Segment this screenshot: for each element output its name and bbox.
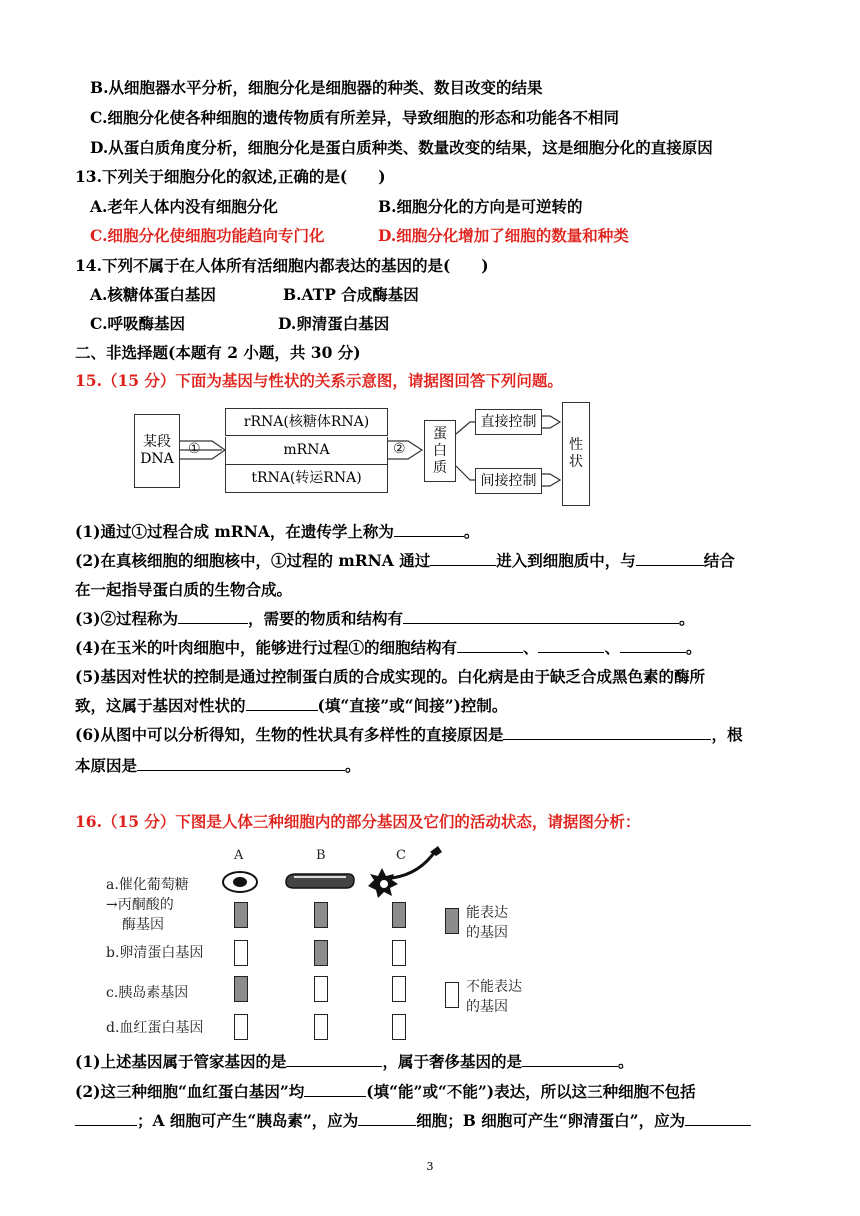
q16-part2-text-b: (填“能”或“不能”)表达，所以这三种细胞不包括 — [366, 1082, 696, 1101]
dna-label-line1: 某段 — [143, 434, 171, 450]
trait-box — [562, 402, 590, 506]
gene-a-label-line1: a.催化葡萄糖 — [106, 877, 189, 893]
gene-trait-diagram — [130, 400, 600, 510]
q13-option-d: D.细胞分化增加了细胞的数量和种类 — [378, 226, 629, 245]
answer-blank[interactable] — [522, 1052, 618, 1067]
q15-part4-end: 。 — [686, 638, 702, 657]
mrna-box: mRNA — [225, 437, 388, 465]
answer-blank[interactable] — [457, 638, 523, 653]
step-1-marker: ① — [188, 441, 201, 457]
answer-blank[interactable] — [685, 1111, 751, 1126]
gene-d-cell-b-indicator — [314, 1014, 328, 1040]
q14-option-c: C.呼吸酶基因 — [90, 314, 185, 333]
q13-option-b: B.细胞分化的方向是可逆转的 — [378, 197, 583, 216]
answer-blank[interactable] — [178, 609, 248, 624]
q15-part6-text-c: 本原因是 — [75, 756, 138, 775]
q15-part1-end: 。 — [463, 522, 480, 541]
answer-blank[interactable] — [620, 638, 686, 653]
answer-blank[interactable] — [75, 1111, 137, 1126]
q13-option-a: A.老年人体内没有细胞分化 — [90, 197, 278, 216]
q15-part4-sep2: 、 — [604, 638, 620, 657]
gene-b-cell-a-indicator — [234, 940, 248, 966]
gene-c-cell-a-indicator — [234, 976, 248, 1002]
q14-option-b: B.ATP 合成酶基因 — [283, 285, 419, 304]
dna-label-line2: DNA — [140, 451, 174, 467]
q16-stem: 16.（15 分）下图是人体三种细胞内的部分基因及它们的活动状态，请据图分析： — [75, 812, 641, 831]
q14-option-d: D.卵清蛋白基因 — [278, 314, 390, 333]
answer-blank[interactable] — [137, 756, 345, 771]
q15-part6-text-b: ，根 — [711, 725, 743, 744]
q16-part1-end: 。 — [617, 1052, 634, 1071]
q15-part1-text: (1)通过①过程合成 mRNA，在遗传学上称为 — [75, 522, 394, 541]
answer-blank[interactable] — [403, 609, 679, 624]
gene-expression-figure — [100, 846, 560, 1046]
q15-part2-text-b: 进入到细胞质中，与 — [496, 551, 636, 570]
column-c-label: C — [396, 848, 406, 863]
q15-part5-text-b: 致，这属于基因对性状的 — [75, 696, 246, 715]
answer-blank[interactable] — [503, 725, 711, 740]
gene-a-label-line2: →丙酮酸的 — [106, 897, 174, 913]
q15-part4-sep1: 、 — [522, 638, 539, 657]
answer-blank[interactable] — [286, 1052, 382, 1067]
column-b-label: B — [316, 848, 326, 863]
answer-blank[interactable] — [246, 696, 318, 711]
gene-c-label: c.胰岛素基因 — [106, 985, 189, 1001]
answer-blank[interactable] — [358, 1111, 416, 1126]
q14-stem: 14.下列不属于在人体所有活细胞内都表达的基因的是( ) — [75, 256, 489, 275]
dna-box — [134, 414, 180, 488]
q16-part2-text-d: 细胞；B 细胞可产生“卵清蛋白”，应为 — [416, 1111, 686, 1130]
trna-box: tRNA(转运RNA) — [225, 465, 388, 493]
legend-not-expressed-line2: 的基因 — [466, 999, 508, 1015]
q15-part3-text-b: ，需要的物质和结构有 — [247, 609, 403, 628]
gene-d-cell-c-indicator — [392, 1014, 406, 1040]
q15-part5-cont — [75, 696, 507, 716]
section-heading: 二、非选择题(本题有 2 小题，共 30 分) — [75, 343, 361, 362]
q15-part3-text-a: (3)②过程称为 — [75, 609, 178, 628]
protein-label: 蛋白质 — [433, 425, 447, 476]
q16-part1-text-a: (1)上述基因属于管家基因的是 — [75, 1052, 287, 1071]
q16-part2 — [75, 1082, 696, 1102]
answer-blank[interactable] — [304, 1082, 366, 1097]
gene-a-cell-b-indicator — [314, 902, 328, 928]
indirect-control-box: 间接控制 — [475, 468, 542, 494]
legend-expressed-swatch — [445, 908, 459, 934]
q15-part2-text-a: (2)在真核细胞的细胞核中，①过程的 mRNA 通过 — [75, 551, 431, 570]
legend-expressed-line1: 能表达 — [466, 905, 508, 921]
q16-part1 — [75, 1052, 634, 1072]
q14-option-a: A.核糖体蛋白基因 — [90, 285, 216, 304]
step-2-marker: ② — [393, 441, 406, 457]
page-number: 3 — [426, 1160, 434, 1173]
gene-a-cell-c-indicator — [392, 902, 406, 928]
gene-b-cell-c-indicator — [392, 940, 406, 966]
gene-a-label-line3: 酶基因 — [122, 917, 164, 933]
q15-part4 — [75, 638, 702, 658]
q15-part2 — [75, 551, 735, 571]
answer-blank[interactable] — [636, 551, 704, 566]
gene-b-label: b.卵清蛋白基因 — [106, 945, 204, 961]
q13-option-c: C.细胞分化使细胞功能趋向专门化 — [90, 226, 325, 245]
answer-blank[interactable] — [430, 551, 496, 566]
protein-box — [424, 420, 456, 482]
q15-part6 — [75, 725, 742, 745]
q12-option-d: D.从蛋白质角度分析，细胞分化是蛋白质种类、数量改变的结果，这是细胞分化的直接原因 — [90, 138, 713, 157]
q15-part3 — [75, 609, 694, 629]
q15-part6-end: 。 — [345, 756, 361, 775]
q16-part2-text-c: ；A 细胞可产生“胰岛素”，应为 — [137, 1111, 359, 1130]
gene-d-cell-a-indicator — [234, 1014, 248, 1040]
q16-part2-cont — [75, 1111, 751, 1131]
gene-d-label: d.血红蛋白基因 — [106, 1020, 204, 1036]
column-a-label: A — [234, 848, 244, 863]
q15-part1 — [75, 522, 479, 542]
answer-blank[interactable] — [394, 522, 464, 537]
q16-part2-text-a: (2)这三种细胞“血红蛋白基因”均 — [75, 1082, 305, 1101]
q15-part2-cont: 在一起指导蛋白质的生物合成。 — [75, 580, 293, 599]
q13-stem: 13.下列关于细胞分化的叙述,正确的是( ) — [75, 167, 386, 186]
q12-option-b: B.从细胞器水平分析，细胞分化是细胞器的种类、数目改变的结果 — [90, 78, 543, 97]
gene-a-cell-a-indicator — [234, 902, 248, 928]
gene-c-cell-b-indicator — [314, 976, 328, 1002]
q12-option-c: C.细胞分化使各种细胞的遗传物质有所差异，导致细胞的形态和功能各不相同 — [90, 108, 619, 127]
q15-part3-end: 。 — [678, 609, 695, 628]
trait-label: 性状 — [569, 437, 583, 470]
direct-control-box: 直接控制 — [475, 409, 542, 435]
legend-not-expressed-swatch — [445, 982, 459, 1008]
q15-part5-text-c: (填“直接”或“间接”)控制。 — [317, 696, 508, 715]
q15-stem: 15.（15 分）下面为基因与性状的关系示意图，请据图回答下列问题。 — [75, 371, 563, 390]
q15-part4-text: (4)在玉米的叶肉细胞中，能够进行过程①的细胞结构有 — [75, 638, 457, 657]
legend-expressed-line2: 的基因 — [466, 925, 508, 941]
q15-part5: (5)基因对性状的控制是通过控制蛋白质的合成实现的。白化病是由于缺乏合成黑色素的酶所 — [75, 667, 705, 686]
gene-c-cell-c-indicator — [392, 976, 406, 1002]
q15-part6-cont — [75, 756, 361, 776]
gene-b-cell-b-indicator — [314, 940, 328, 966]
q15-part2-text-c: 结合 — [703, 551, 735, 570]
q16-part1-text-b: ，属于奢侈基因的是 — [382, 1052, 522, 1071]
legend-not-expressed-line1: 不能表达 — [466, 979, 522, 995]
q15-part6-text-a: (6)从图中可以分析得知，生物的性状具有多样性的直接原因是 — [75, 725, 504, 744]
rrna-box: rRNA(核糖体RNA) — [225, 408, 388, 436]
answer-blank[interactable] — [538, 638, 604, 653]
